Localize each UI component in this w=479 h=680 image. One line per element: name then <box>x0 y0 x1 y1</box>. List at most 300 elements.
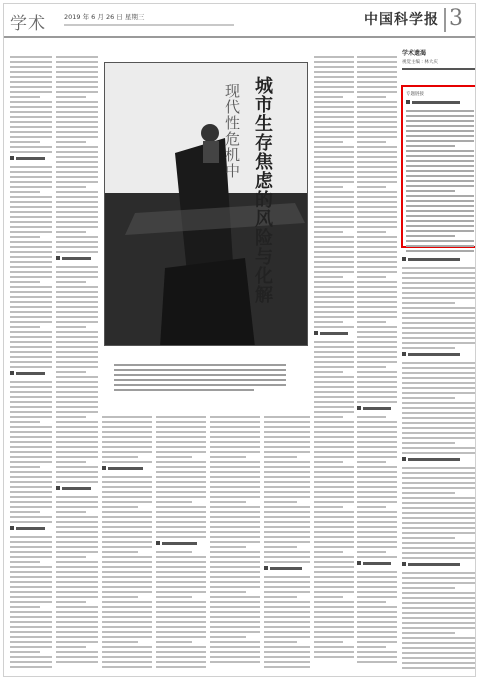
text-line <box>56 586 98 588</box>
text-line <box>10 311 52 313</box>
text-line <box>102 461 152 463</box>
text-line <box>357 516 397 518</box>
text-line <box>156 476 206 478</box>
text-line <box>314 106 354 108</box>
text-line <box>357 221 397 223</box>
text-line <box>357 581 397 583</box>
text-line <box>402 487 476 489</box>
text-line <box>210 511 260 513</box>
text-line <box>56 386 98 388</box>
text-line <box>402 667 476 669</box>
text-line <box>10 226 52 228</box>
text-line <box>402 312 476 314</box>
text-line <box>10 476 52 478</box>
text-line <box>10 176 52 178</box>
text-line <box>314 401 354 403</box>
text-line <box>314 536 354 538</box>
text-line <box>357 116 397 118</box>
text-line <box>357 191 397 193</box>
text-line <box>357 281 397 283</box>
text-line <box>10 166 52 168</box>
text-line <box>357 66 397 68</box>
text-line <box>357 386 397 388</box>
text-line <box>314 416 343 418</box>
text-line <box>314 546 354 548</box>
text-line <box>56 511 86 513</box>
text-line <box>56 641 98 643</box>
text-line <box>406 245 474 247</box>
text-line <box>10 436 52 438</box>
text-line <box>314 186 343 188</box>
text-line <box>210 561 260 563</box>
text-line <box>210 436 260 438</box>
text-line <box>357 506 386 508</box>
text-line <box>210 541 260 543</box>
text-line <box>357 336 397 338</box>
text-line <box>314 396 354 398</box>
text-line <box>56 326 86 328</box>
text-line <box>210 566 260 568</box>
text-line <box>56 651 98 653</box>
text-line <box>357 431 397 433</box>
text-line <box>357 541 397 543</box>
text-line <box>10 601 52 603</box>
text-line <box>210 416 260 418</box>
text-line <box>314 636 354 638</box>
text-line <box>314 181 354 183</box>
text-line <box>56 231 86 233</box>
text-line <box>402 432 476 434</box>
text-line <box>357 606 397 608</box>
text-line <box>406 135 474 137</box>
text-line <box>10 316 52 318</box>
text-line <box>102 501 152 503</box>
text-line <box>102 616 152 618</box>
text-line <box>402 427 476 429</box>
text-line <box>102 456 138 458</box>
text-line <box>56 211 98 213</box>
text-line <box>56 236 98 238</box>
text-line <box>210 486 260 488</box>
text-line <box>264 526 310 528</box>
text-line <box>10 196 52 198</box>
text-line <box>102 486 152 488</box>
text-line <box>56 471 98 473</box>
text-line <box>210 636 246 638</box>
newspaper-brand: 中国科学报 <box>364 12 439 28</box>
text-line <box>314 311 354 313</box>
text-line <box>102 646 152 648</box>
text-line <box>314 606 354 608</box>
text-line <box>56 351 98 353</box>
text-line <box>402 557 476 559</box>
text-line <box>156 616 206 618</box>
text-line <box>264 561 310 563</box>
text-line <box>357 181 397 183</box>
text-line <box>357 201 397 203</box>
text-line <box>156 486 206 488</box>
text-line <box>102 591 152 593</box>
text-line <box>210 641 260 643</box>
text-line <box>156 496 206 498</box>
text-line <box>402 502 476 504</box>
text-line <box>314 306 354 308</box>
text-line <box>10 666 52 668</box>
text-line <box>402 602 476 604</box>
text-line <box>10 351 52 353</box>
text-line <box>314 196 354 198</box>
text-line <box>402 272 476 274</box>
text-line <box>56 171 98 173</box>
text-line <box>314 521 354 523</box>
text-line <box>264 451 310 453</box>
middle-column-2 <box>357 56 397 672</box>
text-line <box>56 151 98 153</box>
text-line <box>102 576 152 578</box>
text-line <box>156 536 206 538</box>
feature-summary <box>114 364 309 394</box>
text-line <box>314 326 354 328</box>
text-line <box>264 456 297 458</box>
text-line <box>264 576 310 578</box>
text-line <box>10 406 52 408</box>
text-line <box>10 111 52 113</box>
text-line <box>314 356 354 358</box>
text-line <box>102 626 152 628</box>
text-line <box>10 96 40 98</box>
text-line <box>10 431 52 433</box>
text-line <box>156 566 206 568</box>
text-line <box>210 611 260 613</box>
text-line <box>357 61 397 63</box>
text-line <box>102 451 152 453</box>
text-line <box>56 216 98 218</box>
text-line <box>56 166 98 168</box>
text-line <box>10 141 40 143</box>
text-line <box>357 211 397 213</box>
text-line <box>314 531 354 533</box>
text-line <box>357 596 397 598</box>
right-column <box>402 254 476 672</box>
text-line <box>357 591 397 593</box>
text-line <box>10 71 52 73</box>
text-line <box>102 536 152 538</box>
text-line <box>102 566 152 568</box>
text-line <box>264 436 310 438</box>
text-line <box>56 506 98 508</box>
text-line <box>357 236 397 238</box>
text-line <box>314 316 354 318</box>
text-line <box>357 436 397 438</box>
text-line <box>56 616 98 618</box>
text-line <box>10 121 52 123</box>
text-line <box>156 631 206 633</box>
text-line <box>210 426 260 428</box>
text-line <box>264 501 297 503</box>
highlighted-article-box[interactable] <box>401 85 476 248</box>
text-line <box>314 391 354 393</box>
text-line <box>10 631 52 633</box>
text-line <box>357 451 397 453</box>
text-line <box>314 191 354 193</box>
subheading-mark <box>156 541 206 547</box>
text-line <box>56 241 98 243</box>
text-line <box>56 321 98 323</box>
text-line <box>10 106 52 108</box>
text-line <box>314 566 354 568</box>
text-line <box>314 646 354 648</box>
text-line <box>314 236 354 238</box>
text-line <box>56 311 98 313</box>
text-line <box>314 216 354 218</box>
text-line <box>314 471 354 473</box>
text-line <box>314 56 354 58</box>
text-line <box>314 551 343 553</box>
text-line <box>156 461 206 463</box>
text-line <box>10 126 52 128</box>
text-line <box>357 216 397 218</box>
text-line <box>10 61 52 63</box>
text-line <box>56 81 98 83</box>
text-line <box>314 481 354 483</box>
text-line <box>357 91 397 93</box>
text-line <box>406 155 474 157</box>
text-line <box>10 561 40 563</box>
text-line <box>314 281 354 283</box>
text-line <box>10 641 52 643</box>
text-line <box>402 437 476 439</box>
text-line <box>357 241 397 243</box>
text-line <box>314 161 354 163</box>
text-line <box>402 347 455 349</box>
text-line <box>56 306 98 308</box>
text-line <box>314 526 354 528</box>
text-line <box>264 651 310 653</box>
text-line <box>56 136 98 138</box>
text-line <box>156 426 206 428</box>
text-line <box>10 361 52 363</box>
text-line <box>10 556 52 558</box>
text-line <box>357 226 397 228</box>
text-line <box>10 301 52 303</box>
text-line <box>314 226 354 228</box>
text-line <box>402 612 476 614</box>
text-line <box>56 186 86 188</box>
text-line <box>406 115 474 117</box>
feature-poster-image <box>104 62 308 346</box>
text-line <box>357 136 397 138</box>
text-line <box>357 311 397 313</box>
text-line <box>314 426 354 428</box>
text-line <box>10 621 52 623</box>
text-line <box>56 346 98 348</box>
highlight-label: 专题链接 <box>406 92 424 97</box>
text-line <box>314 131 354 133</box>
text-line <box>10 541 52 543</box>
text-line <box>10 496 52 498</box>
text-line <box>56 466 98 468</box>
text-line <box>56 176 98 178</box>
text-line <box>264 661 310 663</box>
text-line <box>56 411 98 413</box>
text-line <box>402 492 455 494</box>
text-line <box>102 481 152 483</box>
text-line <box>314 456 354 458</box>
text-line <box>314 411 354 413</box>
text-line <box>156 416 206 418</box>
text-line <box>402 657 476 659</box>
text-line <box>102 581 152 583</box>
text-line <box>314 516 354 518</box>
text-line <box>56 251 98 253</box>
text-line <box>402 572 476 574</box>
text-line <box>314 71 354 73</box>
text-line <box>56 111 98 113</box>
text-line <box>357 131 397 133</box>
text-line <box>10 231 52 233</box>
text-line <box>406 190 455 192</box>
text-line <box>314 446 354 448</box>
text-line <box>156 581 206 583</box>
text-line <box>357 416 386 418</box>
text-line <box>357 586 397 588</box>
text-line <box>210 471 260 473</box>
text-line <box>10 131 52 133</box>
text-line <box>357 461 386 463</box>
text-line <box>264 556 310 558</box>
text-line <box>402 582 476 584</box>
text-line <box>314 596 343 598</box>
text-line <box>402 642 476 644</box>
text-line <box>314 441 354 443</box>
text-line <box>314 121 354 123</box>
bottom-column-1 <box>102 416 152 672</box>
text-line <box>56 636 98 638</box>
text-line <box>357 511 397 513</box>
text-line <box>10 551 52 553</box>
text-line <box>56 546 98 548</box>
text-line <box>56 531 98 533</box>
issue-meta-line <box>64 24 234 26</box>
text-line <box>357 361 397 363</box>
text-line <box>314 116 354 118</box>
text-line <box>10 206 52 208</box>
text-line <box>56 141 86 143</box>
text-line <box>156 621 206 623</box>
text-line <box>156 516 206 518</box>
text-line <box>406 180 474 182</box>
text-line <box>314 366 354 368</box>
text-line <box>357 616 397 618</box>
subheading-mark <box>10 526 52 532</box>
text-line <box>402 652 476 654</box>
text-line <box>56 221 98 223</box>
text-line <box>56 191 98 193</box>
text-line <box>56 106 98 108</box>
text-line <box>357 166 397 168</box>
text-line <box>10 101 52 103</box>
text-line <box>210 476 260 478</box>
text-line <box>56 421 98 423</box>
text-line <box>56 226 98 228</box>
text-line <box>56 61 98 63</box>
text-line <box>210 646 260 648</box>
text-line <box>10 506 52 508</box>
text-line <box>10 536 52 538</box>
text-line <box>56 361 98 363</box>
subheading-mark <box>56 256 98 262</box>
text-line <box>314 376 354 378</box>
text-line <box>10 56 52 58</box>
text-line <box>357 626 397 628</box>
text-line <box>102 561 152 563</box>
text-line <box>10 501 52 503</box>
text-line <box>357 261 397 263</box>
text-line <box>357 156 397 158</box>
text-line <box>210 496 260 498</box>
text-line <box>56 316 98 318</box>
text-line <box>264 486 310 488</box>
text-line <box>56 181 98 183</box>
text-line <box>357 81 397 83</box>
text-line <box>102 476 152 478</box>
text-line <box>264 621 310 623</box>
text-line <box>156 521 206 523</box>
text-line <box>314 641 343 643</box>
text-line <box>56 631 98 633</box>
text-line <box>10 246 52 248</box>
text-line <box>10 291 52 293</box>
text-line <box>357 376 397 378</box>
text-line <box>402 372 476 374</box>
text-line <box>156 641 192 643</box>
text-line <box>314 601 354 603</box>
text-line <box>264 626 310 628</box>
text-line <box>156 646 206 648</box>
text-line <box>314 201 354 203</box>
text-line <box>56 561 98 563</box>
text-line <box>402 362 476 364</box>
text-line <box>210 601 260 603</box>
text-line <box>357 196 397 198</box>
text-line <box>406 170 474 172</box>
text-line <box>264 631 310 633</box>
text-line <box>264 586 310 588</box>
text-line <box>210 536 260 538</box>
text-line <box>56 86 98 88</box>
text-line <box>402 297 476 299</box>
text-line <box>406 145 455 147</box>
text-line <box>357 381 397 383</box>
text-line <box>156 481 206 483</box>
text-line <box>102 636 152 638</box>
text-line <box>314 61 354 63</box>
text-line <box>357 146 397 148</box>
poster-illustration <box>105 63 308 346</box>
text-line <box>357 256 397 258</box>
text-line <box>264 616 310 618</box>
text-line <box>402 277 476 279</box>
text-line <box>156 601 206 603</box>
text-line <box>357 656 397 658</box>
text-line <box>10 346 52 348</box>
text-line <box>314 81 354 83</box>
text-line <box>264 426 310 428</box>
text-line <box>357 646 386 648</box>
text-line <box>357 71 397 73</box>
text-line <box>357 171 397 173</box>
text-line <box>357 456 397 458</box>
